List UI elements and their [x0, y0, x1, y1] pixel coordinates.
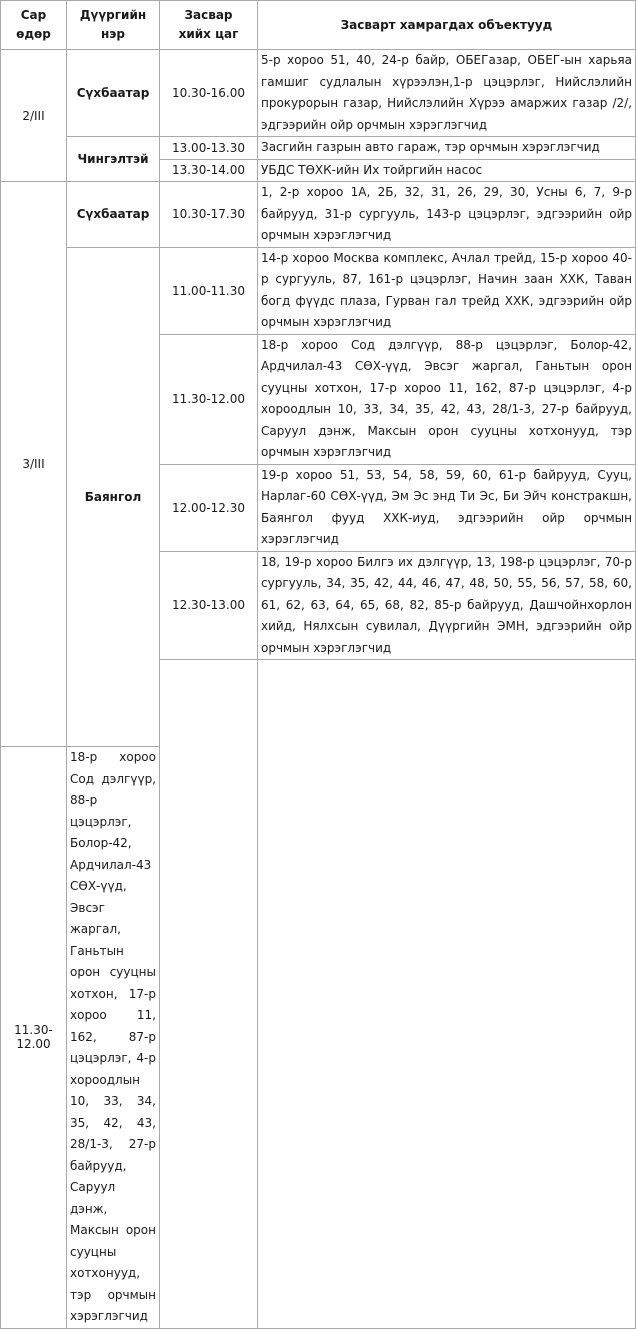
time-cell: 13.00-13.30 — [160, 137, 258, 160]
header-district-line1: Дүүргийн — [79, 8, 147, 22]
date-cell — [160, 660, 258, 1329]
time-cell: 10.30-16.00 — [160, 50, 258, 137]
table-row — [1, 182, 636, 248]
objects-cell: 18, 19-р хороо Билгэ их дэлгүүр, 13, 198-р цэцэрлэг, 70-р сургууль, 34, 35, 42, 44, 46, 47, 48, 50, 55, 56, 57, 58, 60, 61, 62, 63, 64, 65, 68, 82, 85-р байрууд, Дашчойнхорлон хийд, Нялхсын сувилал, Дүүргийн ЭМН, эдгээрийн ойр орчмын хэрэглэгчид — [258, 551, 636, 660]
district-cell: Чингэлтэй — [67, 137, 160, 182]
header-date — [1, 1, 67, 50]
district-cell: Баянгол — [67, 247, 160, 747]
objects-cell: 14-р хороо Москва комплекс, Ачлал трейд, 15-р хороо 40-р сургууль, 87, 161-р цэцэрлэг, Начин заан ХХК, Таван богд фүүдс плаза, Гурван гал трейд ХХК, эдгээрийн ойр орчмын хэрэглэгчид — [258, 247, 636, 334]
time-cell: 12.00-12.30 — [160, 464, 258, 551]
date-cell: 3/III — [1, 182, 67, 747]
table-row — [1, 50, 636, 137]
time-cell: 11.00-11.30 — [160, 247, 258, 334]
header-district — [67, 1, 160, 50]
header-district-line2: нэр — [101, 27, 125, 41]
time-cell: 11.30-12.00 — [160, 334, 258, 464]
objects-cell: 19-р хороо 51, 53, 54, 58, 59, 60, 61-р байрууд, Сууц, Нарлаг-60 СӨХ-үүд, Эм Эс энд Ти Эс, Би Эйч констракшн, Баянгол фууд ХХК-иуд, эдгээрийн ойр орчмын хэрэглэгчид — [258, 464, 636, 551]
time-cell: 11.30-12.00 — [1, 747, 67, 1329]
time-cell: 13.30-14.00 — [160, 159, 258, 182]
time-cell: 12.30-13.00 — [160, 551, 258, 660]
objects-cell: 1, 2-р хороо 1А, 2Б, 32, 31, 26, 29, 30, Усны 6, 7, 9-р байрууд, 31-р сургууль, 143-р цэцэрлэг, эдгээрийн ойр орчмын хэрэглэгчид — [258, 182, 636, 248]
header-time — [160, 1, 258, 50]
objects-cell: УБДС ТӨХК-ийн Их тойргийн насос — [258, 159, 636, 182]
objects-cell: 5-р хороо 51, 40, 24-р байр, ОБЕГазар, ОБЕГ-ын харьяа гамшиг судлалын хүрээлэн,1-р цэцэрлэг, Нийслэлийн прокурорын газар, Нийслэлийн Хүрээ амаржих газар /2/, эдгээрийн ойр орчмын хэрэглэгчид — [258, 50, 636, 137]
objects-cell: 18-р хороо Сод дэлгүүр, 88-р цэцэрлэг, Болор-42, Ардчилал-43 СӨХ-үүд, Эвсэг жаргал, Ганьтын орон сууцны хотхон, 17-р хороо 11, 162, 87-р цэцэрлэг, 4-р хороодлын 10, 33, 34, 35, 42, 43, 28/1-3, 27-р байрууд, Саруул дэнж, Максын орон сууцны хотхонууд, тэр орчмын хэрэглэгчид — [67, 747, 160, 1329]
objects-cell: 18-р хороо Сод дэлгүүр, 88-р цэцэрлэг, Болор-42, Ардчилал-43 СӨХ-үүд, Эвсэг жаргал, Ганьтын орон сууцны хотхон, 17-р хороо 11, 162, 87-р цэцэрлэг, 4-р хороодлын 10, 33, 34, 35, 42, 43, 28/1-3, 27-р байрууд, Саруул дэнж, Максын орон сууцны хотхонууд, тэр орчмын хэрэглэгчид — [258, 334, 636, 464]
district-cell: Сүхбаатар — [67, 50, 160, 137]
time-cell: 10.30-17.30 — [160, 182, 258, 248]
header-date-line2: өдөр — [16, 27, 51, 41]
table-row — [1, 137, 636, 160]
date-cell: 2/III — [1, 50, 67, 182]
header-date-line1: Сар — [20, 8, 47, 22]
district-cell — [258, 660, 636, 1329]
header-time-line1: Засвар — [184, 8, 233, 22]
district-cell: Сүхбаатар — [67, 182, 160, 248]
objects-cell: Засгийн газрын авто гараж, тэр орчмын хэрэглэгчид — [258, 137, 636, 160]
header-row — [1, 1, 636, 50]
header-time-line2: хийх цаг — [178, 27, 239, 41]
table-row — [1, 247, 636, 334]
header-objects: Засварт хамрагдах объектууд — [258, 1, 636, 50]
